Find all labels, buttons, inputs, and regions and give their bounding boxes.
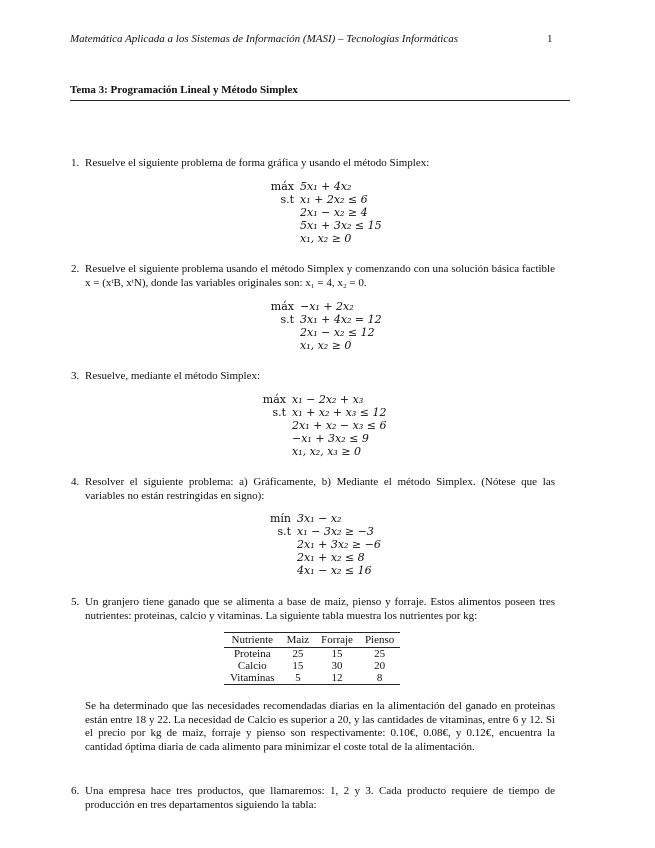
problem-2-text: Resuelve el siguiente problema usando el método Simplex y comenzando con una solución básica factible x = (xᵗB, xᵗN), donde las variables originales son: x₁ = 4, x₂ = 0. xyxy=(85,263,555,289)
constraint: 3x₁ + 4x₂ = 12 xyxy=(300,313,382,326)
problem-1-model xyxy=(266,180,382,245)
problem-5-number: 5. xyxy=(71,596,80,608)
column-header: Pienso xyxy=(359,633,400,648)
nutrient-table-wrap xyxy=(224,632,400,685)
objective-keyword: máx xyxy=(270,180,294,193)
problem-2-model xyxy=(266,300,382,352)
constraint: 2x₁ − x₂ ≤ 12 xyxy=(300,326,375,339)
objective-expression: −x₁ + 2x₂ xyxy=(300,300,354,313)
objective-expression: x₁ − 2x₂ + x₃ xyxy=(292,393,364,406)
constraint: x₁ + 2x₂ ≤ 6 xyxy=(300,193,368,206)
table-cell: 20 xyxy=(374,660,386,672)
table-cell: 8 xyxy=(359,672,400,685)
table-row xyxy=(224,672,400,685)
objective-keyword: mín xyxy=(269,512,291,525)
header-rule xyxy=(70,100,570,101)
table-cell: Vitaminas xyxy=(224,672,281,685)
constraint: x₁ + x₂ + x₃ ≤ 12 xyxy=(292,406,387,419)
problem-4-model xyxy=(263,512,381,577)
table-row xyxy=(224,648,400,661)
constraint: x₁, x₂ ≥ 0 xyxy=(300,232,352,245)
constraint: 2x₁ − x₂ ≥ 4 xyxy=(300,206,368,219)
constraint: 5x₁ + 3x₂ ≤ 15 xyxy=(300,219,382,232)
constraint: 2x₁ + x₂ − x₃ ≤ 6 xyxy=(292,419,387,432)
table-cell: 25 xyxy=(292,648,304,660)
column-header: Forraje xyxy=(315,633,359,648)
column-header: Nutriente xyxy=(224,633,281,648)
table-cell: Calcio xyxy=(237,660,267,672)
constraint: −x₁ + 3x₂ ≤ 9 xyxy=(292,432,369,445)
problem-3-number: 3. xyxy=(71,370,80,382)
page-number: 1 xyxy=(547,33,553,45)
nutrient-table xyxy=(224,632,400,685)
table-cell: 12 xyxy=(315,672,359,685)
problem-1-text: Resuelve el siguiente problema de forma gráfica y usando el método Simplex: xyxy=(85,157,430,169)
st-keyword: s.t xyxy=(272,406,286,419)
constraint: x₁ − 3x₂ ≥ −3 xyxy=(297,525,374,538)
constraint: x₁, x₂, x₃ ≥ 0 xyxy=(292,445,362,458)
table-cell: Proteina xyxy=(233,648,271,660)
objective-expression: 3x₁ − x₂ xyxy=(297,512,342,525)
problem-3-model xyxy=(258,393,386,458)
problem-4-text: Resolver el siguiente problema: a) Gráficamente, b) Mediante el método Simplex. (Nótese que las variables no están restringidas en signo): xyxy=(85,476,555,502)
problem-1-number: 1. xyxy=(71,157,80,169)
table-header-row xyxy=(224,633,400,648)
table-cell: 15 xyxy=(331,648,343,660)
column-header: Maiz xyxy=(281,633,316,648)
table-row xyxy=(224,660,400,672)
constraint: 4x₁ − x₂ ≤ 16 xyxy=(297,564,372,577)
problem-6-text: Una empresa hace tres productos, que llamaremos: 1, 2 y 3. Cada producto requiere de tiempo de producción en tres departamentos siguiendo la tabla: xyxy=(85,785,555,811)
constraint: 2x₁ + 3x₂ ≥ −6 xyxy=(297,538,381,551)
constraint: 2x₁ + x₂ ≤ 8 xyxy=(297,551,365,564)
objective-expression: 5x₁ + 4x₂ xyxy=(300,180,352,193)
problem-2-number: 2. xyxy=(71,263,80,275)
table-cell: 25 xyxy=(374,648,386,660)
st-keyword: s.t xyxy=(280,193,294,206)
problem-5-text: Un granjero tiene ganado que se alimenta a base de maiz, pienso y forraje. Estos alimentos poseen tres nutrientes: proteinas, calcio y vitaminas. La siguiente tabla muestra los nutrientes por kg: xyxy=(85,596,555,622)
st-keyword: s.t xyxy=(277,525,291,538)
problem-3-text: Resuelve, mediante el método Simplex: xyxy=(85,370,261,382)
objective-keyword: máx xyxy=(270,300,294,313)
st-keyword: s.t xyxy=(280,313,294,326)
table-cell: 15 xyxy=(292,660,304,672)
problem-6-number: 6. xyxy=(71,785,80,797)
problem-5-text-2: Se ha determinado que las necesidades recomendadas diarias en la alimentación del ganado en proteinas están entre 18 y 22. La necesidad de Calcio es superior a 20, y las cantidades de vitaminas, entre 6 y 12. Si el precio por kg de maiz, forraje y pienso son respectivamente: 0.10€, 0.08€, y 0.12€, encuentra la cantidad óptima diaria de cada alimento para minimizar el coste total de la alimentación. xyxy=(85,700,555,753)
table-cell: 5 xyxy=(281,672,316,685)
table-cell: 30 xyxy=(331,660,343,672)
problem-4-number: 4. xyxy=(71,476,80,488)
running-header: Matemática Aplicada a los Sistemas de Información (MASI) – Tecnologías Informáticas xyxy=(70,33,459,45)
topic-title: Tema 3: Programación Lineal y Método Simplex xyxy=(70,84,298,96)
constraint: x₁, x₂ ≥ 0 xyxy=(300,339,352,352)
objective-keyword: máx xyxy=(262,393,286,406)
